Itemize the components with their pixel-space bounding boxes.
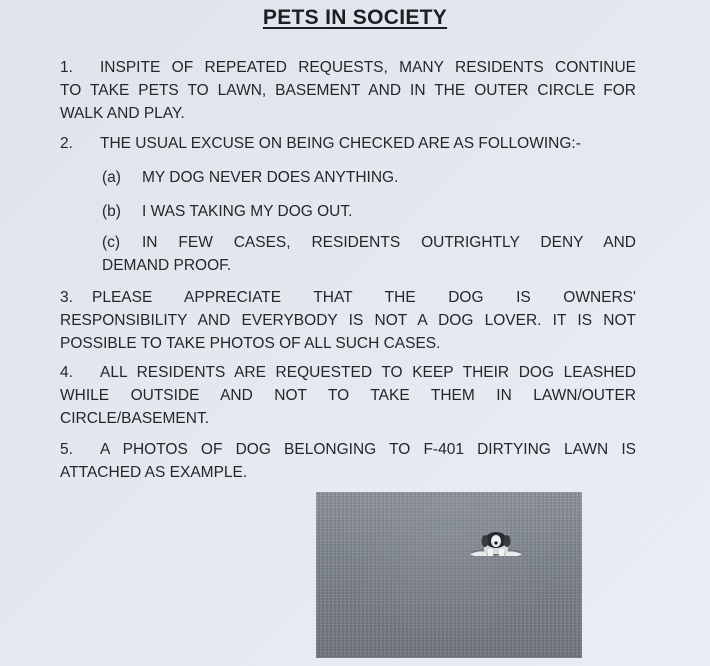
paragraph-1-line-3: WALK AND PLAY. [60, 105, 185, 122]
sub-item-label: (b) [102, 203, 121, 220]
sub-item-c-line-1: (c) IN FEW CASES, RESIDENTS OUTRIGHTLY DENY AND [102, 231, 636, 254]
paragraph-5-line-1: 5. A PHOTOS OF DOG BELONGING TO F-401 DIRTYING LAWN IS [60, 438, 636, 461]
sub-item-text: MY DOG NEVER DOES ANYTHING. [142, 169, 399, 186]
paragraph-1-line-1: 1. INSPITE OF REPEATED REQUESTS, MANY RESIDENTS CONTINUE [60, 56, 636, 79]
sub-item-b [102, 200, 636, 223]
sub-item-text: I WAS TAKING MY DOG OUT. [142, 203, 353, 220]
paragraph-number: 2. [60, 135, 73, 152]
sub-item-label: (c) [102, 234, 121, 251]
paragraph-number: 1. [60, 59, 73, 76]
paragraph-4-line-2: WHILE OUTSIDE AND NOT TO TAKE THEM IN LAWN/OUTER [60, 387, 636, 404]
paragraph-5-line-2: ATTACHED AS EXAMPLE. [60, 464, 248, 481]
dog-on-lawn-photo [316, 492, 582, 658]
paragraph-number: 4. [60, 364, 73, 381]
paragraph-1 [60, 56, 636, 125]
paragraph-3-line-2: RESPONSIBILITY AND EVERYBODY IS NOT A DOG LOVER. IT IS NOT [60, 312, 636, 329]
paragraph-4-line-1: 4. ALL RESIDENTS ARE REQUESTED TO KEEP THEIR DOG LEASHED [60, 361, 636, 384]
sub-item-a [102, 166, 636, 189]
sub-item-label: (a) [102, 169, 121, 186]
sub-item-c-line-2: DEMAND PROOF. [102, 257, 232, 274]
paragraph-1-line-2: TO TAKE PETS TO LAWN, BASEMENT AND IN THE OUTER CIRCLE FOR [60, 82, 636, 99]
dog-figure [466, 530, 526, 558]
title-text: PETS IN SOCIETY [262, 6, 448, 29]
paragraph-3-line-1: 3. PLEASE APPRECIATE THAT THE DOG IS OWNERS' [60, 286, 636, 309]
paragraph-4-line-3: CIRCLE/BASEMENT. [60, 410, 210, 427]
paragraph-3-line-3: POSSIBLE TO TAKE PHOTOS OF ALL SUCH CASES. [60, 335, 441, 352]
paragraph-5 [60, 438, 636, 484]
paragraph-4 [60, 361, 636, 430]
paragraph-2-text: THE USUAL EXCUSE ON BEING CHECKED ARE AS FOLLOWING:- [100, 135, 581, 152]
paragraph-number: 3. [60, 289, 73, 306]
paragraph-3 [60, 286, 636, 355]
paragraph-number: 5. [60, 441, 73, 458]
paragraph-2 [60, 132, 636, 155]
page-title [0, 6, 710, 30]
sub-item-c [102, 231, 636, 277]
